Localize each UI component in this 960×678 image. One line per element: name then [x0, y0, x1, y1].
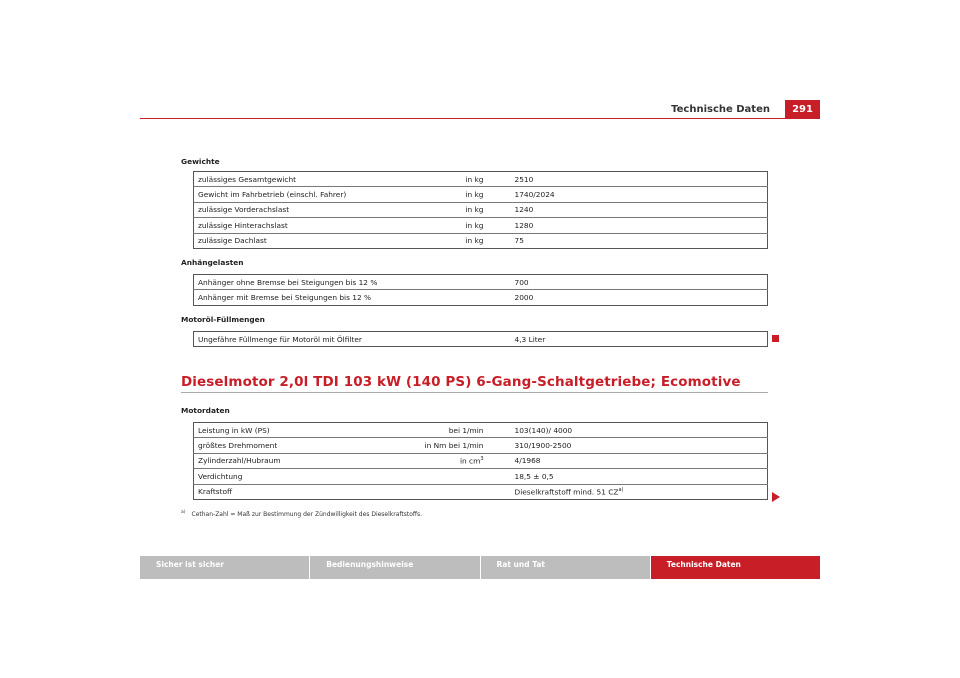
row-value: 1240: [489, 202, 768, 217]
section-end-marker: [772, 335, 779, 342]
footnote: [181, 510, 422, 518]
heading-rule: [181, 392, 768, 393]
table-row: [194, 332, 768, 347]
row-unit: in kg: [409, 218, 489, 233]
tab-sicher-ist-sicher[interactable]: Sicher ist sicher: [140, 556, 309, 579]
row-label: zulässige Vorderachslast: [194, 202, 409, 217]
footnote-marker: a): [181, 510, 186, 515]
row-label: Kraftstoff: [194, 484, 409, 499]
table-row: [194, 423, 768, 438]
row-label: Verdichtung: [194, 469, 409, 484]
row-label: größtes Drehmoment: [194, 438, 409, 453]
row-unit: in kg: [409, 202, 489, 217]
row-unit: in Nm bei 1/min: [409, 438, 489, 453]
row-label: Zylinderzahl/Hubraum: [194, 453, 409, 468]
row-unit: [409, 453, 489, 468]
section-label-motoroel: Motoröl-Füllmengen: [181, 315, 265, 324]
row-value: 700: [514, 277, 529, 287]
row-label: zulässige Dachlast: [194, 233, 409, 248]
row-value: 1280: [489, 218, 768, 233]
page-number: 291: [785, 100, 820, 119]
table-row: [194, 202, 768, 217]
row-label: zulässiges Gesamtgewicht: [198, 174, 297, 184]
row-unit: in kg: [465, 174, 484, 184]
row-value: 4,3 Liter: [514, 334, 546, 344]
row-value: [489, 484, 768, 499]
table-row: [194, 172, 768, 187]
engine-heading: Dieselmotor 2,0l TDI 103 kW (140 PS) 6-Gang-Schaltgetriebe; Ecomotive: [181, 374, 741, 390]
footnote-reference: a): [618, 487, 624, 494]
table-row: [194, 290, 768, 305]
unit-superscript: 3: [480, 456, 484, 463]
row-value: 310/1900-2500: [489, 438, 768, 453]
header-rule: [140, 118, 820, 119]
footnote-text: Cethan-Zahl = Maß zur Bestimmung der Zündwilligkeit des Dieselkraftstoffs.: [191, 511, 423, 518]
tab-bedienungshinweise[interactable]: Bedienungshinweise: [309, 556, 479, 579]
header-title: Technische Daten: [671, 104, 770, 115]
row-label: Gewicht im Fahrbetrieb (einschl. Fahrer): [194, 187, 409, 202]
row-unit: in kg: [409, 187, 489, 202]
row-value: 4/1968: [489, 453, 768, 468]
section-label-motordaten: Motordaten: [181, 406, 230, 415]
table-anhaengelasten: [193, 274, 768, 306]
footer-nav: [140, 556, 820, 579]
table-row: [194, 469, 768, 484]
row-unit: [409, 484, 489, 499]
row-unit: in kg: [409, 233, 489, 248]
row-value: 2510: [514, 174, 534, 184]
row-value: 103(140)/ 4000: [514, 425, 573, 435]
value-text: Dieselkraftstoff mind. 51 CZ: [514, 487, 619, 497]
unit-text: in cm: [459, 456, 481, 466]
table-row: [194, 484, 768, 499]
table-row: [194, 453, 768, 468]
tab-rat-und-tat[interactable]: Rat und Tat: [480, 556, 650, 579]
row-unit: bei 1/min: [448, 425, 484, 435]
table-motordaten: [193, 422, 768, 500]
row-value: 18,5 ± 0,5: [489, 469, 768, 484]
tab-technische-daten[interactable]: Technische Daten: [650, 556, 820, 579]
row-value: 1740/2024: [489, 187, 768, 202]
row-unit: [409, 469, 489, 484]
table-row: [194, 218, 768, 233]
table-row: [194, 233, 768, 248]
section-label-gewichte: Gewichte: [181, 157, 220, 166]
row-label: Ungefähre Füllmenge für Motoröl mit Ölfilter: [198, 334, 362, 344]
table-row: [194, 187, 768, 202]
table-row: [194, 438, 768, 453]
row-label: zulässige Hinterachslast: [194, 218, 409, 233]
row-label: Leistung in kW (PS): [198, 425, 270, 435]
table-row: [194, 275, 768, 290]
row-label: Anhänger ohne Bremse bei Steigungen bis 12 %: [198, 277, 378, 287]
section-label-anhaengelasten: Anhängelasten: [181, 258, 244, 267]
table-motoroel: [193, 331, 768, 347]
table-gewichte: [193, 171, 768, 249]
continue-arrow-icon: [772, 492, 780, 502]
row-label: Anhänger mit Bremse bei Steigungen bis 12 %: [194, 290, 489, 305]
row-value: 75: [489, 233, 768, 248]
row-value: 2000: [489, 290, 768, 305]
